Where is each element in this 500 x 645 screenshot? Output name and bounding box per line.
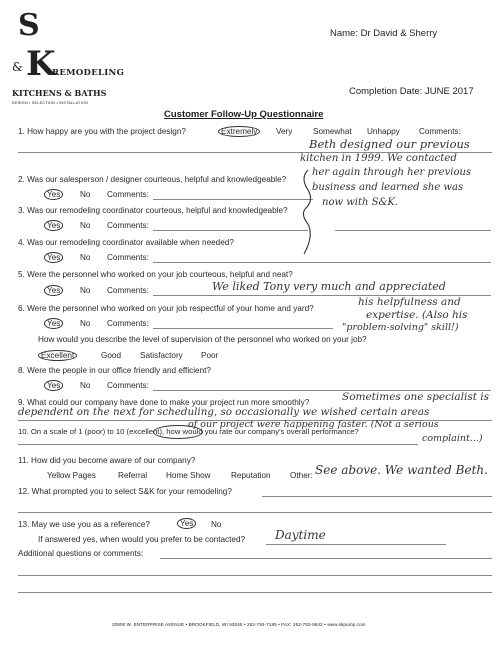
- q11-text: 11. How did you become aware of our company?: [18, 456, 196, 465]
- q2-text: 2. Was our salesperson / designer courteous, helpful and knowledgeable?: [18, 175, 287, 184]
- logo-tagline: DESIGN • SELECTION • INSTALLATION: [12, 101, 88, 105]
- supervision-satisfactory: Satisfactory: [140, 351, 183, 360]
- q13-no: No: [211, 520, 222, 529]
- q11-handwriting: See above. We wanted Beth.: [315, 463, 488, 477]
- q13-handwriting: Daytime: [275, 528, 326, 542]
- q1-handwriting-3: her again through her previous: [312, 167, 472, 178]
- q5-yes: Yes: [44, 285, 63, 296]
- q6-no: No: [80, 319, 91, 328]
- q4-no: No: [80, 253, 91, 262]
- additional-comments-label: Additional questions or comments:: [18, 549, 144, 558]
- q9-handwriting-3: of our project were happening faster. (Not a serious: [188, 419, 439, 430]
- q6-supervision-question: How would you describe the level of supervision of the personnel who worked on your job?: [38, 335, 367, 344]
- q3-no: No: [80, 221, 91, 230]
- q5-text: 5. Were the personnel who worked on your job courteous, helpful and neat?: [18, 270, 293, 279]
- q1-option-unhappy: Unhappy: [367, 127, 400, 136]
- page-title: Customer Follow-Up Questionnaire: [164, 109, 324, 120]
- q3-yes: Yes: [44, 220, 63, 231]
- logo-kitchens: KITCHENS & BATHS: [12, 88, 107, 98]
- q12-text: 12. What prompted you to select S&K for your remodeling?: [18, 487, 232, 496]
- q8-yes: Yes: [44, 380, 63, 391]
- q1-comments-label: Comments:: [419, 127, 461, 136]
- q10-text: 10. On a scale of 1 (poor) to 10 (excellent), how would you rate our company's overall performance?: [18, 427, 359, 436]
- q11-option-referral: Referral: [118, 471, 148, 480]
- q4-text: 4. Was our remodeling coordinator available when needed?: [18, 238, 234, 247]
- q11-option-yellow-pages: Yellow Pages: [47, 471, 96, 480]
- q8-text: 8. Were the people in our office friendly and efficient?: [18, 366, 211, 375]
- q2-yes: Yes: [44, 189, 63, 200]
- supervision-good: Good: [101, 351, 122, 360]
- q8-comments-label: Comments:: [107, 381, 149, 390]
- supervision-poor: Poor: [201, 351, 219, 360]
- q13-yes: Yes: [177, 518, 196, 529]
- q1-handwriting-5: now with S&K.: [322, 197, 398, 208]
- q11-option-other: Other:: [290, 471, 313, 480]
- q6-yes: Yes: [44, 318, 63, 329]
- q10-circled-rating: [153, 425, 203, 439]
- handwritten-bracket: [296, 168, 316, 258]
- q5-no: No: [80, 286, 91, 295]
- q11-option-home-show: Home Show: [166, 471, 211, 480]
- completion-date: Completion Date: JUNE 2017: [349, 86, 474, 97]
- q1-handwriting-2: kitchen in 1999. We contacted: [300, 153, 457, 164]
- supervision-excellent: Excellent: [38, 350, 77, 361]
- q6-handwriting-2: expertise. (Also his: [366, 309, 468, 321]
- q3-comments-label: Comments:: [107, 221, 149, 230]
- q1-handwriting-1: Beth designed our previous: [309, 137, 470, 151]
- q1-option-extremely: Extremely: [218, 126, 260, 137]
- q13-contact-question: If answered yes, when would you prefer to be contacted?: [38, 535, 246, 544]
- footer-address: 20800 W. ENTERPRISE AVENUE • BROOKFIELD, WI 53045 • 262-792-7185 • FAX: 262-782-9642 • www.skpump.com: [112, 622, 366, 627]
- q4-comments-label: Comments:: [107, 253, 149, 262]
- q6-handwriting-3: "problem-solving" skill!): [342, 322, 459, 333]
- q9-text: 9. What could our company have done to make your project run more smoothly?: [18, 398, 310, 407]
- q8-no: No: [80, 381, 91, 390]
- logo-mark-k: K: [26, 44, 56, 84]
- logo-remodeling: REMODELING: [52, 68, 125, 78]
- q11-option-reputation: Reputation: [231, 471, 271, 480]
- name-field: Name: Dr David & Sherry: [330, 28, 438, 39]
- q6-handwriting-1: his helpfulness and: [358, 296, 461, 308]
- q1-text: 1. How happy are you with the project design?: [18, 127, 186, 136]
- q5-handwriting: We liked Tony very much and appreciated: [212, 280, 446, 293]
- q6-comments-label: Comments:: [107, 319, 149, 328]
- q2-comments-label: Comments:: [107, 190, 149, 199]
- q1-handwriting-4: business and learned she was: [312, 182, 464, 193]
- q4-yes: Yes: [44, 252, 63, 263]
- q1-option-very: Very: [276, 127, 293, 136]
- q9-handwriting-2: dependent on the next for scheduling, so occasionally we wished certain areas: [18, 406, 430, 418]
- q1-option-somewhat: Somewhat: [313, 127, 352, 136]
- q3-text: 3. Was our remodeling coordinator courteous, helpful and knowledgeable?: [18, 206, 288, 215]
- q6-text: 6. Were the personnel who worked on your job respectful of your home and yard?: [18, 304, 314, 313]
- logo-mark-amp: &: [12, 60, 23, 74]
- q5-comments-label: Comments:: [107, 286, 149, 295]
- q2-no: No: [80, 190, 91, 199]
- logo-mark-s: S: [18, 8, 40, 43]
- q9-handwriting-4: complaint...): [422, 433, 483, 444]
- q13-text: 13. May we use you as a reference?: [18, 520, 150, 529]
- q9-handwriting-1: Sometimes one specialist is: [342, 391, 490, 403]
